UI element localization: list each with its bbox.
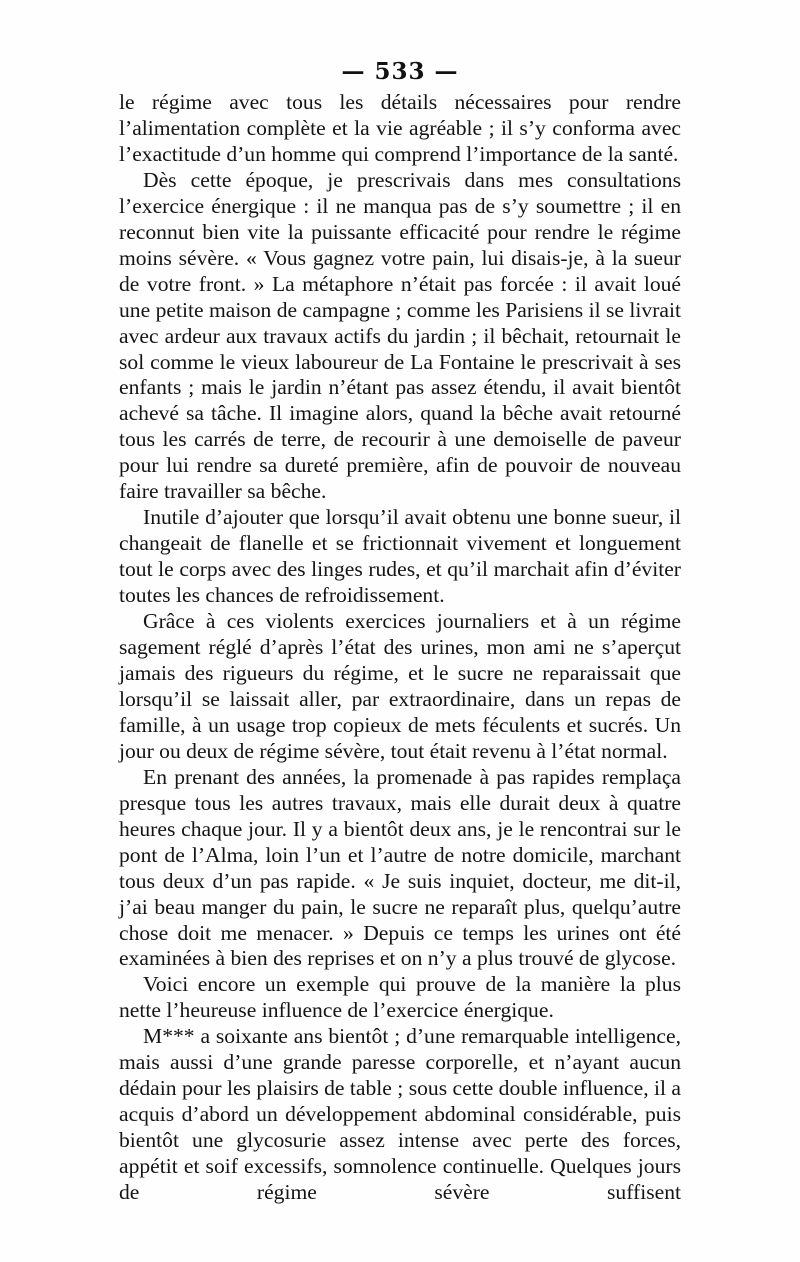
paragraph-continues-next-page: M*** a soixante ans bientôt ; d’une remarquable intelligence, mais aussi d’une grande paresse corporelle, et n’ayant aucun dédain pour les plaisirs de table ; sous cette double influence, il a acquis d’abord un développement abdominal considérable, puis bientôt une glycosurie assez intense avec perte des forces, appétit et soif excessifs, somnolence continuelle. Quelques jours de régime sévère suffisent	[119, 1024, 681, 1205]
paragraph: Grâce à ces violents exercices journaliers et à un régime sagement réglé d’après l’état des urines, mon ami ne s’aperçut jamais des rigueurs du régime, et le sucre ne reparaissait que lorsqu’il se laissait aller, par extraordinaire, dans un repas de famille, à un usage trop copieux de mets féculents et sucrés. Un jour ou deux de régime sévère, tout était revenu à l’état normal.	[119, 609, 681, 763]
page-number: — 533 —	[341, 58, 459, 85]
paragraph-continuation: le régime avec tous les détails nécessaires pour rendre l’alimentation complète et la vie agréable ; il s’y conforma avec l’exactitude d’un homme qui comprend l’importance de la santé.	[119, 90, 681, 166]
paragraph: Voici encore un exemple qui prouve de la manière la plus nette l’heureuse influence de l’exercice énergique.	[119, 972, 681, 1023]
paragraph: Dès cette époque, je prescrivais dans mes consultations l’exercice énergique : il ne manqua pas de s’y soumettre ; il en reconnut bien vite la puissante efficacité pour rendre le régime moins sévère. « Vous gagnez votre pain, lui disais-je, à la sueur de votre front. » La métaphore n’était pas forcée : il avait loué une petite maison de campagne ; comme les Parisiens il se livrait avec ardeur aux travaux actifs du jardin ; il bêchait, retournait le sol comme le vieux laboureur de La Fontaine le prescrivait à ses enfants ; mais le jardin n’étant pas assez étendu, il avait bientôt achevé sa tâche. Il imagine alors, quand la bêche avait retourné tous les carrés de terre, de recourir à une demoiselle de paveur pour lui rendre sa dureté première, afin de pouvoir de nouveau faire travailler sa bêche.	[119, 167, 681, 504]
paragraph: Inutile d’ajouter que lorsqu’il avait obtenu une bonne sueur, il changeait de flanelle et se frictionnait vivement et longuement tout le corps avec des linges rudes, et qu’il marchait afin d’éviter toutes les chances de refroidissement.	[119, 505, 681, 608]
paragraph: En prenant des années, la promenade à pas rapides remplaça presque tous les autres travaux, mais elle durait deux à quatre heures chaque jour. Il y a bientôt deux ans, je le rencontrai sur le pont de l’Alma, loin l’un et l’autre de notre domicile, marchant tous deux d’un pas rapide. « Je suis inquiet, docteur, me dit-il, j’ai beau manger du pain, le sucre ne reparaît plus, quelqu’autre chose doit me menacer. » Depuis ce temps les urines ont été examinées à bien des reprises et on n’y a plus trouvé de glycose.	[119, 764, 681, 971]
body-text	[119, 90, 681, 1206]
